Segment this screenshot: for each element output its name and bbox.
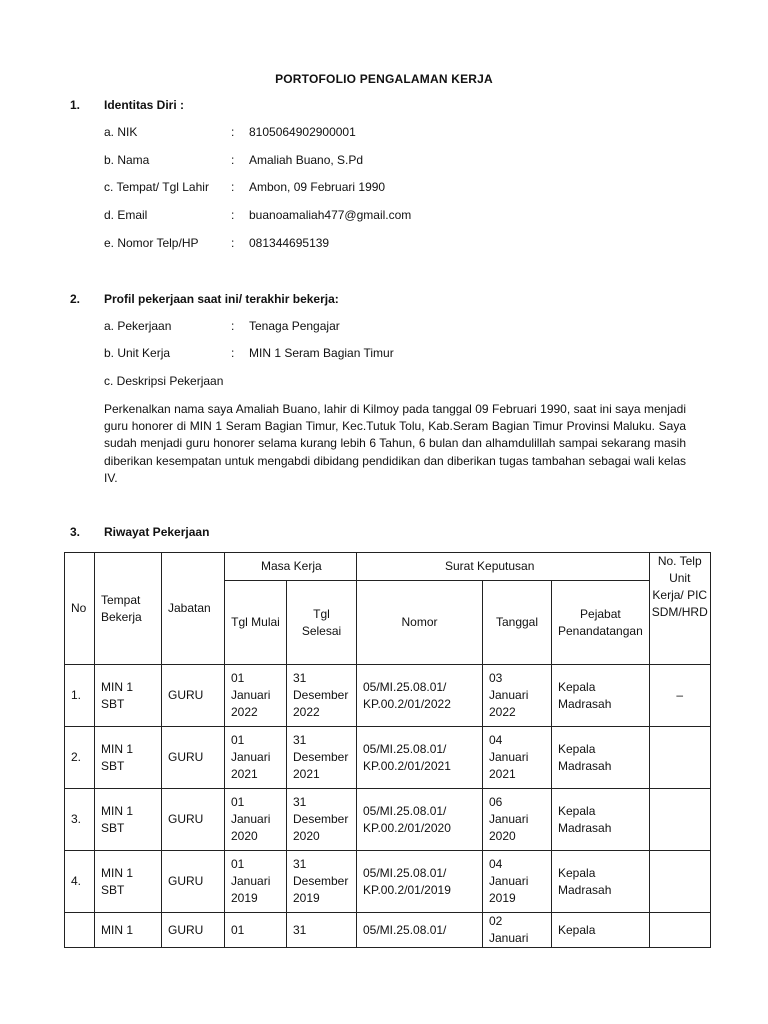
cell-tanggal: 06 Januari 2020	[483, 789, 552, 851]
section2-number: 2.	[70, 292, 81, 306]
header-nomor: Nomor	[357, 581, 483, 665]
header-no-telp: No. Telp Unit Kerja/ PIC SDM/HRD	[649, 553, 710, 665]
field-value: MIN 1 Seram Bagian Timur	[249, 346, 394, 360]
field-label: e. Nomor Telp/HP	[104, 236, 199, 250]
cell-pejabat: Kepala Madrasah	[552, 727, 650, 789]
cell-mulai: 01 Januari 2019	[225, 851, 287, 913]
cell-tanggal: 04 Januari 2019	[483, 851, 552, 913]
cell-nomor: 05/MI.25.08.01/ KP.00.2/01/2021	[357, 727, 483, 789]
field-colon: :	[231, 153, 235, 167]
header-tgl-selesai: Tgl Selesai	[287, 581, 357, 665]
section2-title: Profil pekerjaan saat ini/ terakhir bekerja:	[104, 292, 339, 306]
table-header-row	[65, 553, 711, 581]
field-value: 8105064902900001	[249, 125, 356, 139]
cell-mulai: 01	[225, 913, 287, 948]
field-colon: :	[231, 208, 235, 222]
job-description: Perkenalkan nama saya Amaliah Buano, lahir di Kilmoy pada tanggal 09 Februari 1990, saat ini saya menjadi guru honorer di MIN 1 Seram Bagian Timur, Kec.Tutuk Tolu, Kab.Seram Bagian Timur Provinsi Maluku. Saya sudah menjadi guru honorer selama kurang lebih 6 Tahun, 6 bulan dan alhamdulillah sampai sekarang masih diberikan kesempatan untuk mengabdi dibidang pendidikan dan diberikan tugas tambahan sebagai wali kelas IV.	[104, 402, 686, 485]
field-label: b. Unit Kerja	[104, 346, 171, 360]
cell-no	[65, 913, 95, 948]
cell-tanggal: 02 Januari	[483, 913, 552, 948]
header-tanggal: Tanggal	[483, 581, 552, 665]
field-colon: :	[231, 319, 235, 333]
field-colon: :	[231, 346, 235, 360]
field-label: d. Email	[104, 208, 148, 222]
table-row	[65, 789, 711, 851]
work-history-table	[64, 552, 711, 948]
cell-tanggal: 04 Januari 2021	[483, 727, 552, 789]
section1-title: Identitas Diri :	[104, 98, 185, 112]
section3-title: Riwayat Pekerjaan	[104, 525, 210, 539]
header-surat-keputusan: Surat Keputusan	[357, 553, 650, 581]
cell-pejabat: Kepala Madrasah	[552, 851, 650, 913]
cell-tempat: MIN 1 SBT	[95, 789, 162, 851]
cell-selesai: 31	[287, 913, 357, 948]
cell-selesai: 31 Desember 2021	[287, 727, 357, 789]
cell-telp: –	[649, 665, 710, 727]
field-label: a. Pekerjaan	[104, 319, 172, 333]
cell-nomor: 05/MI.25.08.01/ KP.00.2/01/2019	[357, 851, 483, 913]
cell-selesai: 31 Desember 2020	[287, 789, 357, 851]
field-colon: :	[231, 236, 235, 250]
field-value: Ambon, 09 Februari 1990	[249, 180, 386, 194]
table-row	[65, 851, 711, 913]
cell-jabatan: GURU	[162, 665, 225, 727]
field-value: 081344695139	[249, 236, 330, 250]
header-pejabat: Pejabat Penandatangan	[552, 581, 650, 665]
cell-selesai: 31 Desember 2019	[287, 851, 357, 913]
cell-tempat: MIN 1 SBT	[95, 851, 162, 913]
cell-pejabat: Kepala Madrasah	[552, 789, 650, 851]
table-row	[65, 913, 711, 948]
field-value: Amaliah Buano, S.Pd	[249, 153, 364, 167]
cell-telp	[649, 789, 710, 851]
section3-number: 3.	[70, 525, 81, 539]
field-value: Tenaga Pengajar	[249, 319, 340, 333]
field-label: b. Nama	[104, 153, 150, 167]
page-title: PORTOFOLIO PENGALAMAN KERJA	[275, 72, 493, 86]
cell-telp	[649, 727, 710, 789]
cell-jabatan: GURU	[162, 851, 225, 913]
header-tempat: Tempat Bekerja	[95, 553, 162, 665]
cell-mulai: 01 Januari 2020	[225, 789, 287, 851]
cell-no: 1.	[65, 665, 95, 727]
header-tgl-mulai: Tgl Mulai	[225, 581, 287, 665]
field-colon: :	[231, 125, 235, 139]
cell-pejabat: Kepala	[552, 913, 650, 948]
cell-nomor: 05/MI.25.08.01/ KP.00.2/01/2022	[357, 665, 483, 727]
header-no: No	[65, 553, 95, 665]
cell-tempat: MIN 1	[95, 913, 162, 948]
header-jabatan: Jabatan	[162, 553, 225, 665]
field-label: c. Tempat/ Tgl Lahir	[104, 180, 209, 194]
cell-mulai: 01 Januari 2021	[225, 727, 287, 789]
cell-mulai: 01 Januari 2022	[225, 665, 287, 727]
cell-selesai: 31 Desember 2022	[287, 665, 357, 727]
cell-tempat: MIN 1 SBT	[95, 727, 162, 789]
field-colon: :	[231, 180, 235, 194]
cell-jabatan: GURU	[162, 789, 225, 851]
cell-tanggal: 03 Januari 2022	[483, 665, 552, 727]
cell-telp	[649, 913, 710, 948]
cell-jabatan: GURU	[162, 727, 225, 789]
description-label: c. Deskripsi Pekerjaan	[104, 374, 224, 388]
cell-no: 4.	[65, 851, 95, 913]
section1-number: 1.	[70, 98, 81, 112]
table-row	[65, 727, 711, 789]
cell-tempat: MIN 1 SBT	[95, 665, 162, 727]
cell-nomor: 05/MI.25.08.01/	[357, 913, 483, 948]
cell-telp	[649, 851, 710, 913]
cell-no: 3.	[65, 789, 95, 851]
cell-nomor: 05/MI.25.08.01/ KP.00.2/01/2020	[357, 789, 483, 851]
field-label: a. NIK	[104, 125, 138, 139]
cell-no: 2.	[65, 727, 95, 789]
cell-jabatan: GURU	[162, 913, 225, 948]
table-row	[65, 665, 711, 727]
field-value: buanoamaliah477@gmail.com	[249, 208, 412, 222]
cell-pejabat: Kepala Madrasah	[552, 665, 650, 727]
header-masa-kerja: Masa Kerja	[225, 553, 357, 581]
